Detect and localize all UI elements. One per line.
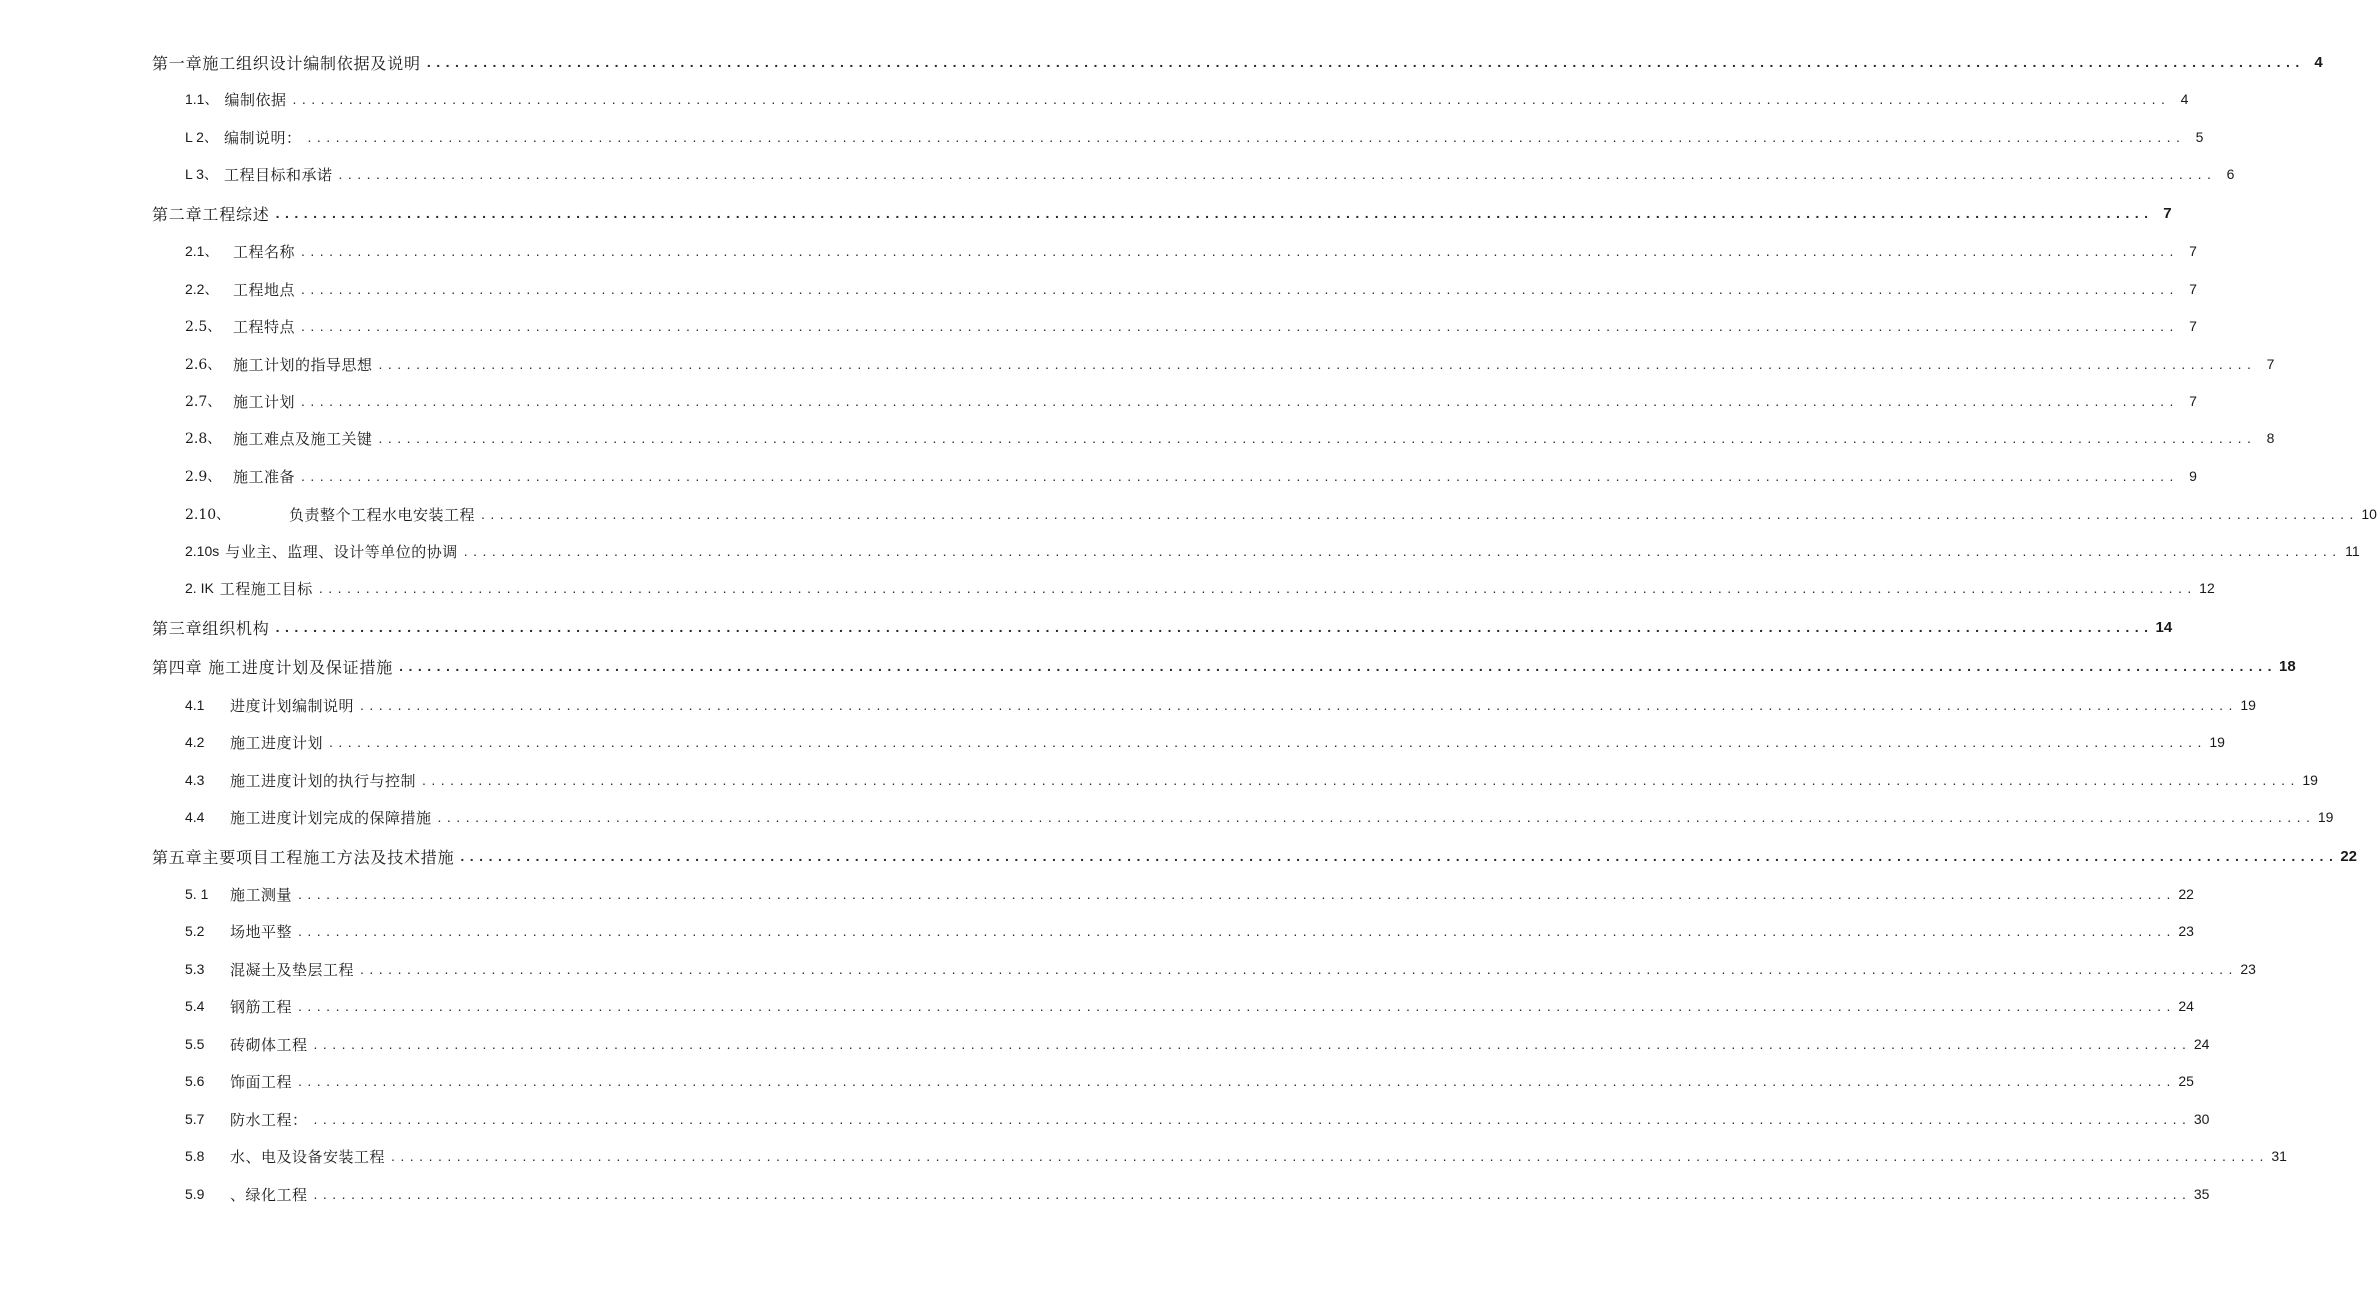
toc-dot-leader: ........................................................................................................................................................................................................ — [460, 848, 2339, 864]
toc-dot-leader: ........................................................................................................................................................................................................ — [298, 923, 2176, 939]
toc-entry-number: 2.10s — [185, 543, 220, 559]
toc-entry-title: 工程名称 — [233, 242, 296, 261]
toc-entry-title: 施工进度计划的执行与控制 — [230, 771, 417, 790]
toc-entry-title: 第三章组织机构 — [152, 618, 270, 638]
toc-entry-number: L 2、 — [185, 129, 218, 145]
toc-section-entry[interactable] — [0, 954, 2256, 984]
toc-dot-leader: ........................................................................................................................................................................................................ — [329, 734, 2207, 750]
toc-entry-title: 混凝土及垫层工程 — [230, 960, 355, 979]
toc-dot-leader: ........................................................................................................................................................................................................ — [360, 697, 2238, 713]
toc-entry-title: 场地平整 — [230, 922, 293, 941]
toc-entry-number: L 3、 — [185, 166, 218, 182]
toc-dot-leader: ........................................................................................................................................................................................................ — [318, 580, 2197, 596]
toc-dot-leader: ........................................................................................................................................................................................................ — [313, 1186, 2192, 1202]
toc-entry-number: 5.7 — [185, 1111, 205, 1127]
toc-dot-leader: ........................................................................................................................................................................................................ — [437, 809, 2316, 825]
toc-entry-number: 2.2、 — [185, 281, 219, 297]
toc-entry-title: 施工测量 — [230, 885, 293, 904]
toc-dot-leader: ........................................................................................................................................................................................................ — [399, 658, 2278, 674]
toc-page-number: 31 — [2271, 1148, 2287, 1164]
toc-entry-title: 第二章工程综述 — [152, 204, 270, 224]
toc-page-number: 10 — [2361, 506, 2377, 522]
toc-page-number: 4 — [2180, 91, 2189, 107]
toc-entry-title: 施工计划的指导思想 — [233, 355, 373, 374]
toc-page-number: 7 — [2163, 204, 2172, 222]
toc-page-number: 14 — [2155, 618, 2173, 636]
toc-section-entry[interactable] — [0, 386, 2197, 416]
toc-entry-number: 4.1 — [185, 697, 205, 713]
toc-entry-title: 、绿化工程 — [230, 1185, 308, 1204]
toc-page-number: 7 — [2189, 318, 2197, 334]
toc-dot-leader: ........................................................................................................................................................................................................ — [292, 91, 2171, 107]
toc-entry-title: 编制依据 — [224, 90, 287, 109]
toc-section-entry[interactable] — [0, 765, 2318, 795]
toc-entry-number: 5.4 — [185, 998, 205, 1014]
toc-entry-number: 5. 1 — [185, 886, 209, 902]
toc-page-number: 7 — [2189, 393, 2197, 409]
toc-entry-title: 第五章主要项目工程施工方法及技术措施 — [152, 847, 455, 867]
toc-page-number: 7 — [2266, 356, 2275, 372]
toc-dot-leader: ........................................................................................................................................................................................................ — [298, 1073, 2176, 1089]
toc-dot-leader: ........................................................................................................................................................................................................ — [313, 1111, 2192, 1127]
toc-dot-leader: ........................................................................................................................................................................................................ — [338, 166, 2217, 182]
toc-entry-number: 5.2 — [185, 923, 205, 939]
toc-section-entry[interactable] — [0, 727, 2225, 757]
toc-entry-title: 饰面工程 — [230, 1072, 293, 1091]
toc-chapter-entry[interactable] — [0, 47, 2323, 77]
toc-entry-number: 5.5 — [185, 1036, 205, 1052]
toc-entry-number: 5.9 — [185, 1186, 205, 1202]
toc-entry-number: 2.7、 — [185, 394, 222, 410]
toc-entry-title: 施工进度计划完成的保障措施 — [230, 808, 432, 827]
toc-entry-title: 工程地点 — [233, 280, 296, 299]
toc-dot-leader: ........................................................................................................................................................................................................ — [298, 998, 2176, 1014]
toc-entry-title: 防水工程： — [230, 1110, 308, 1129]
toc-entry-title: 与业主、监理、设计等单位的协调 — [225, 542, 458, 561]
toc-dot-leader: ........................................................................................................................................................................................................ — [301, 468, 2179, 484]
toc-entry-number: 4.3 — [185, 772, 205, 788]
toc-page-number: 23 — [2178, 923, 2194, 939]
toc-entry-title: 第四章 施工进度计划及保证措施 — [152, 657, 394, 677]
toc-dot-leader: ........................................................................................................................................................................................................ — [275, 619, 2154, 635]
toc-entry-title: 施工计划 — [233, 392, 296, 411]
toc-page-number: 19 — [2240, 697, 2256, 713]
toc-entry-number: 5.6 — [185, 1073, 205, 1089]
toc-page-number: 30 — [2193, 1111, 2210, 1127]
toc-entry-title: 第一章施工组织设计编制依据及说明 — [152, 53, 421, 73]
toc-dot-leader: ........................................................................................................................................................................................................ — [463, 543, 2342, 559]
toc-entry-title: 水、电及设备安装工程 — [230, 1147, 386, 1166]
toc-page-number: 23 — [2240, 961, 2256, 977]
toc-entry-number: 1.1、 — [185, 91, 219, 107]
toc-entry-number: 2. IK — [185, 580, 214, 596]
toc-page-number: 5 — [2195, 129, 2204, 145]
toc-section-entry[interactable] — [0, 916, 2194, 946]
toc-dot-leader: ........................................................................................................................................................................................................ — [313, 1036, 2192, 1052]
toc-section-entry[interactable] — [0, 236, 2197, 266]
toc-entry-number: 2.8、 — [185, 431, 222, 447]
toc-page-number: 19 — [2209, 734, 2225, 750]
toc-section-entry[interactable] — [0, 159, 2235, 189]
toc-section-entry[interactable] — [0, 1029, 2210, 1059]
toc-chapter-entry[interactable] — [0, 612, 2173, 642]
toc-section-entry[interactable] — [0, 423, 2275, 453]
toc-section-entry[interactable] — [0, 1104, 2210, 1134]
toc-dot-leader: ........................................................................................................................................................................................................ — [378, 356, 2257, 372]
toc-section-entry[interactable] — [0, 84, 2189, 114]
toc-dot-leader: ........................................................................................................................................................................................................ — [301, 281, 2179, 297]
toc-page-number: 7 — [2189, 281, 2197, 297]
toc-entry-title: 施工难点及施工关键 — [233, 429, 373, 448]
toc-dot-leader: ........................................................................................................................................................................................................ — [275, 205, 2154, 221]
toc-page-number: 12 — [2199, 580, 2215, 596]
toc-entry-title: 工程施工目标 — [219, 579, 313, 598]
toc-page-number: 24 — [2193, 1036, 2210, 1052]
toc-page-number: 6 — [2226, 166, 2235, 182]
toc-entry-number: 2.6、 — [185, 357, 222, 373]
toc-entry-number: 2.1、 — [185, 243, 219, 259]
toc-section-entry[interactable] — [0, 879, 2194, 909]
toc-section-entry[interactable] — [0, 1179, 2210, 1209]
toc-entry-title: 砖砌体工程 — [230, 1035, 308, 1054]
toc-section-entry[interactable] — [0, 536, 2360, 566]
toc-section-entry[interactable] — [0, 1066, 2194, 1096]
toc-entry-number: 5.8 — [185, 1148, 205, 1164]
toc-section-entry[interactable] — [0, 499, 2377, 529]
toc-section-entry[interactable] — [0, 349, 2275, 379]
toc-section-entry[interactable] — [0, 573, 2215, 603]
toc-chapter-entry[interactable] — [0, 651, 2296, 681]
toc-page-number: 19 — [2302, 772, 2318, 788]
toc-section-entry[interactable] — [0, 122, 2204, 152]
toc-entry-title: 施工进度计划 — [230, 733, 324, 752]
toc-page-number: 24 — [2178, 998, 2194, 1014]
toc-dot-leader: ........................................................................................................................................................................................................ — [378, 430, 2257, 446]
toc-page-number: 22 — [2340, 847, 2358, 865]
toc-section-entry[interactable] — [0, 991, 2194, 1021]
toc-section-entry[interactable] — [0, 802, 2334, 832]
toc-section-entry[interactable] — [0, 311, 2197, 341]
toc-page-number: 18 — [2279, 657, 2296, 675]
toc-section-entry[interactable] — [0, 274, 2197, 304]
toc-page-number: 19 — [2317, 809, 2334, 825]
toc-page-number: 35 — [2193, 1186, 2210, 1202]
toc-section-entry[interactable] — [0, 1141, 2287, 1171]
toc-page-number: 22 — [2178, 886, 2194, 902]
toc-page-number: 8 — [2266, 430, 2275, 446]
toc-dot-leader: ........................................................................................................................................................................................................ — [301, 318, 2179, 334]
toc-chapter-entry[interactable] — [0, 841, 2358, 871]
toc-entry-number: 5.3 — [185, 961, 205, 977]
toc-dot-leader: ........................................................................................................................................................................................................ — [426, 54, 2305, 70]
toc-section-entry[interactable] — [0, 690, 2256, 720]
toc-section-entry[interactable] — [0, 461, 2197, 491]
toc-chapter-entry[interactable] — [0, 198, 2172, 228]
toc-page-number: 9 — [2189, 468, 2197, 484]
toc-dot-leader: ........................................................................................................................................................................................................ — [422, 772, 2300, 788]
toc-entry-title: 施工准备 — [233, 467, 296, 486]
toc-entry-title: 钢筋工程 — [230, 997, 293, 1016]
toc-dot-leader: ........................................................................................................................................................................................................ — [391, 1148, 2269, 1164]
toc-entry-number: 2.9、 — [185, 469, 222, 485]
toc-dot-leader: ........................................................................................................................................................................................................ — [307, 129, 2186, 145]
toc-page-number: 25 — [2178, 1073, 2194, 1089]
toc-entry-number: 4.2 — [185, 734, 205, 750]
toc-dot-leader: ........................................................................................................................................................................................................ — [298, 886, 2176, 902]
toc-page-number: 7 — [2189, 243, 2197, 259]
toc-entry-number: 2.5、 — [185, 319, 222, 335]
toc-page-number: 11 — [2345, 543, 2360, 559]
toc-dot-leader: ........................................................................................................................................................................................................ — [301, 393, 2179, 409]
toc-entry-title: 工程目标和承诺 — [223, 165, 333, 184]
toc-dot-leader: ........................................................................................................................................................................................................ — [481, 506, 2359, 522]
toc-entry-title: 进度计划编制说明 — [230, 696, 355, 715]
toc-entry-number: 2.10、 — [185, 507, 231, 523]
toc-dot-leader: ........................................................................................................................................................................................................ — [301, 243, 2179, 259]
toc-page-number: 4 — [2314, 53, 2323, 71]
toc-entry-title: 负责整个工程水电安装工程 — [289, 505, 476, 524]
toc-entry-title: 工程特点 — [233, 317, 296, 336]
toc-entry-number: 4.4 — [185, 809, 205, 825]
toc-dot-leader: ........................................................................................................................................................................................................ — [360, 961, 2238, 977]
toc-entry-title: 编制说明： — [223, 128, 302, 147]
